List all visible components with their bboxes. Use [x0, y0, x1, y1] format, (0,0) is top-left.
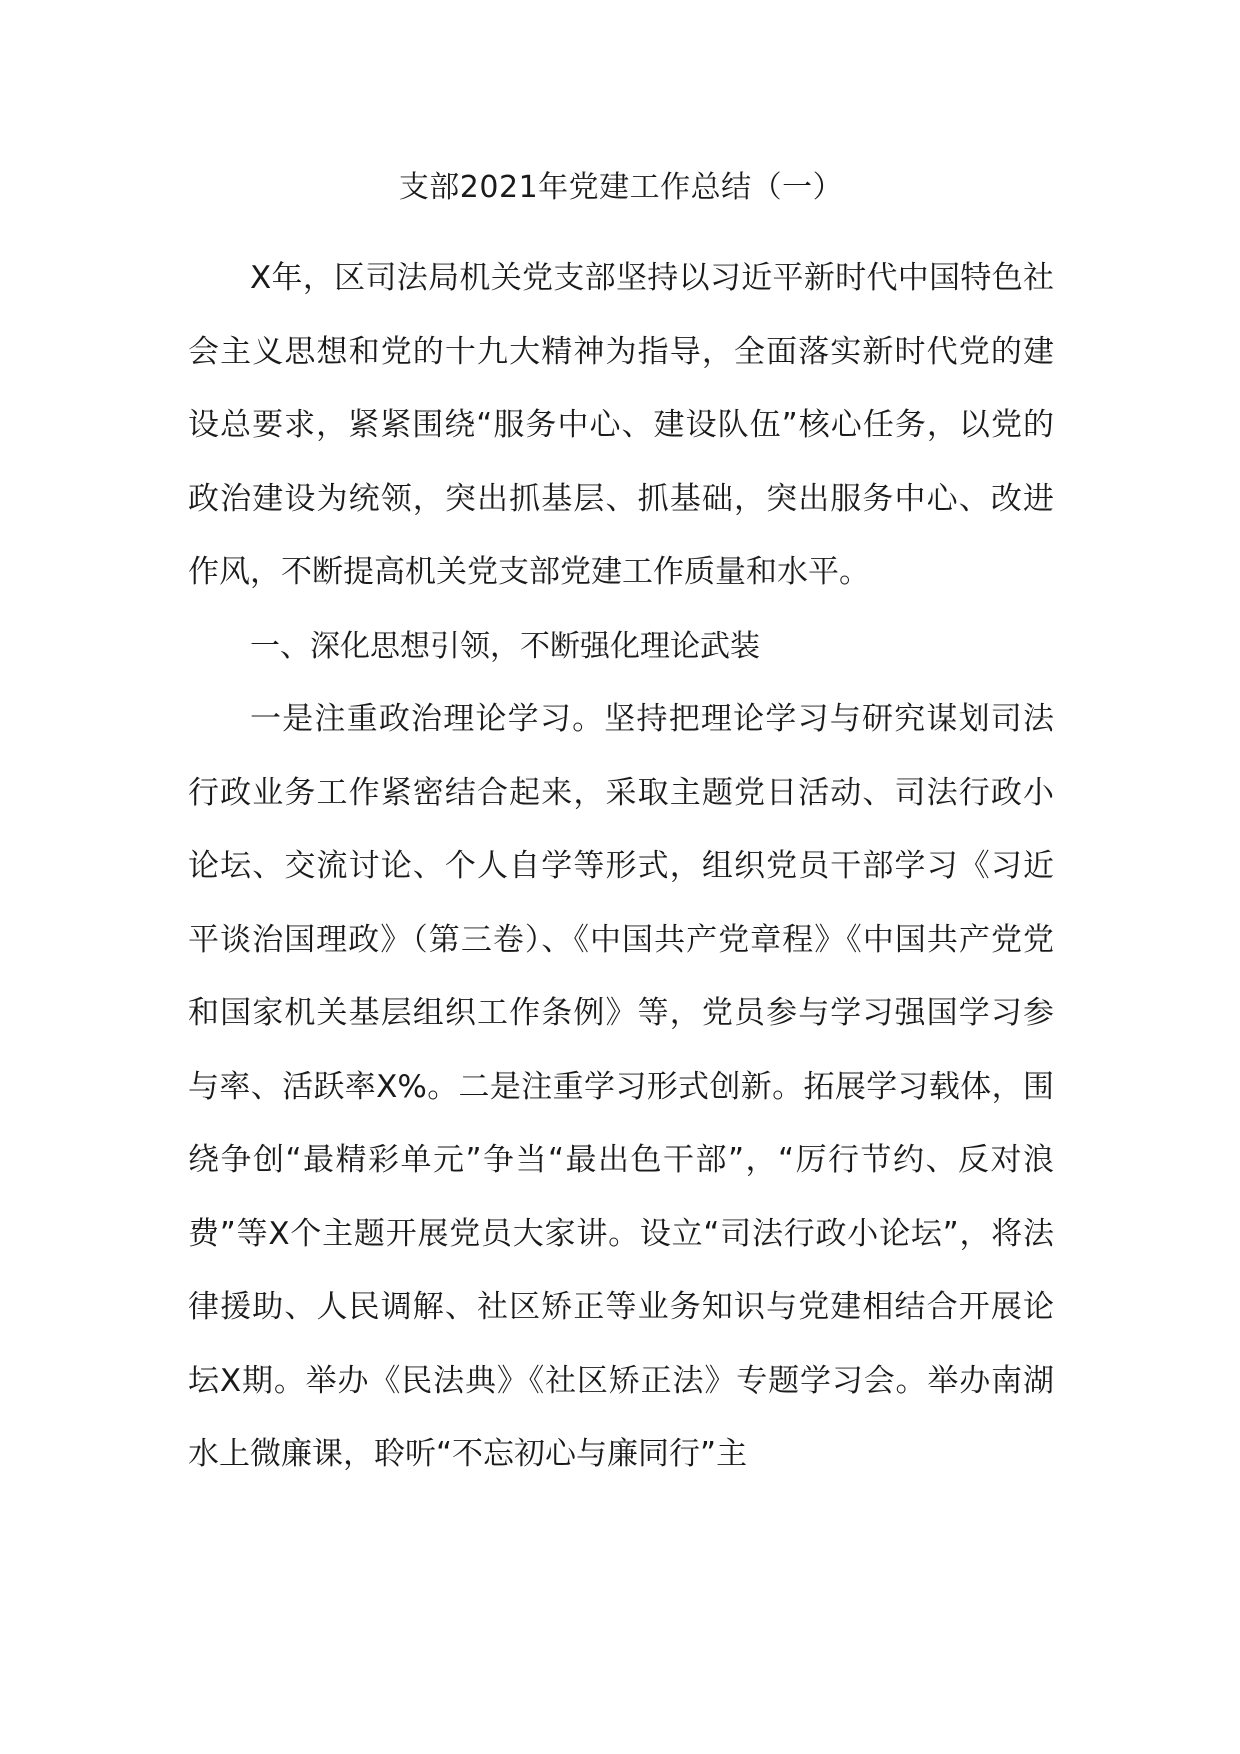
section-heading: 一、深化思想引领，不断强化理论武装 — [250, 628, 760, 664]
intro-paragraph: X年，区司法局机关党支部坚持以习近平新时代中国特色社会主义思想和党的十九大精神为指导，全面落实新时代党的建设总要求，紧紧围绕“服务中心、建设队伍”核心任务，以党的政治建设为统领，突出抓基层、抓基础，突出服务中心、改进作风，不断提高机关党支部党建工作质量和水平。 — [188, 260, 1054, 590]
document-page — [188, 168, 1054, 1492]
document-title: 支部2021年党建工作总结（一） — [398, 170, 844, 205]
body-paragraph: 一是注重政治理论学习。坚持把理论学习与研究谋划司法行政业务工作紧密结合起来，采取主题党日活动、司法行政小论坛、交流讨论、个人自学等形式，组织党员干部学习《习近平谈治国理政》（第三卷）、《中国共产党章程》《中国共产党党和国家机关基层组织工作条例》等，党员参与学习强国学习参与率、活跃率X%。二是注重学习形式创新。拓展学习载体，围绕争创“最精彩单元”争当“最出色干部”，“厉行节约、反对浪费”等X个主题开展党员大家讲。设立“司法行政小论坛”，将法律援助、人民调解、社区矫正等业务知识与党建相结合开展论坛X期。举办《民法典》《社区矫正法》专题学习会。举办南湖水上微廉课，聆听“不忘初心与廉同行”主 — [188, 701, 1054, 1472]
